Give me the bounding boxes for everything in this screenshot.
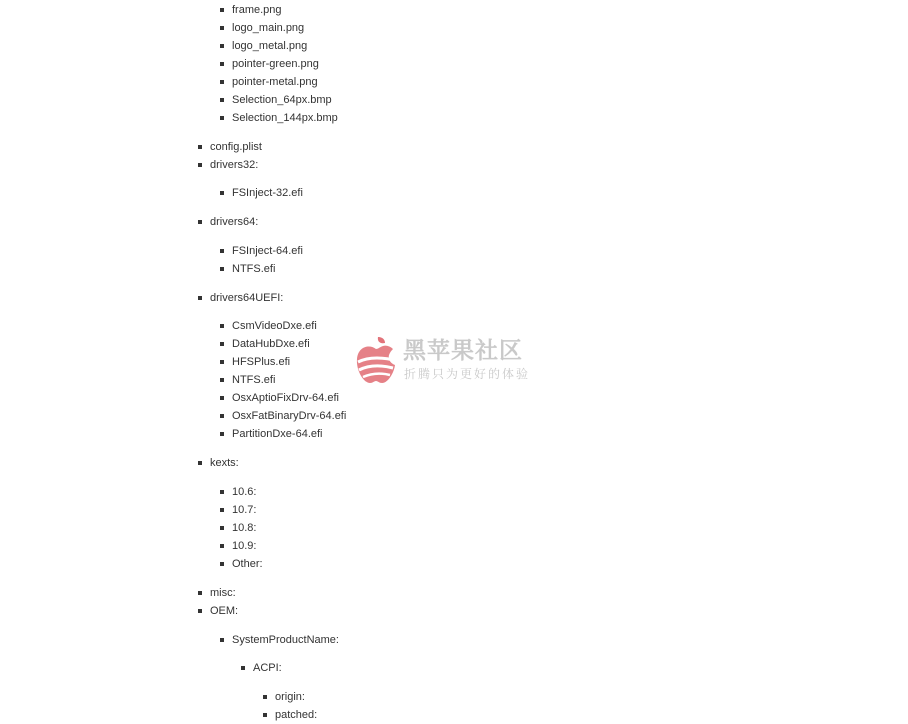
bullet bbox=[220, 342, 224, 346]
bullet bbox=[198, 296, 202, 300]
bullet bbox=[241, 666, 245, 670]
bullet bbox=[220, 80, 224, 84]
bullet bbox=[198, 609, 202, 613]
bullet bbox=[220, 490, 224, 494]
file-name: HFSPlus.efi bbox=[232, 356, 291, 368]
bullet bbox=[220, 62, 224, 66]
folder-name: drivers64UEFI: bbox=[210, 292, 284, 304]
folder-name: Other: bbox=[232, 558, 263, 570]
bullet bbox=[263, 713, 267, 717]
folder-name: 10.6: bbox=[232, 486, 257, 498]
bullet bbox=[220, 544, 224, 548]
folder-name: patched: bbox=[275, 709, 318, 721]
folder-name: 10.7: bbox=[232, 504, 257, 516]
bullet bbox=[220, 414, 224, 418]
file-name: PartitionDxe-64.efi bbox=[232, 428, 323, 440]
apple-logo-icon bbox=[354, 335, 398, 387]
file-name: FSInject-64.efi bbox=[232, 245, 303, 257]
bullet bbox=[263, 695, 267, 699]
bullet bbox=[220, 98, 224, 102]
bullet bbox=[220, 44, 224, 48]
file-name: NTFS.efi bbox=[232, 374, 276, 386]
folder-name: origin: bbox=[275, 691, 305, 703]
file-name: OsxAptioFixDrv-64.efi bbox=[232, 392, 339, 404]
watermark-subtitle: 折腾只为更好的体验 bbox=[404, 367, 531, 381]
folder-name: ACPI: bbox=[253, 662, 282, 674]
bullet bbox=[220, 191, 224, 195]
file-name: logo_metal.png bbox=[232, 40, 308, 52]
bullet bbox=[220, 396, 224, 400]
folder-name: misc: bbox=[210, 587, 236, 599]
watermark-title: 黑苹果社区 bbox=[403, 338, 523, 364]
file-name: frame.png bbox=[232, 4, 282, 16]
bullet bbox=[220, 267, 224, 271]
bullet bbox=[220, 360, 224, 364]
file-name: OsxFatBinaryDrv-64.efi bbox=[232, 410, 347, 422]
folder-name: SystemProductName: bbox=[232, 634, 339, 646]
bullet bbox=[220, 526, 224, 530]
bullet bbox=[220, 638, 224, 642]
folder-name: 10.8: bbox=[232, 522, 257, 534]
bullet bbox=[220, 249, 224, 253]
folder-name: drivers64: bbox=[210, 216, 259, 228]
folder-name: OEM: bbox=[210, 605, 239, 617]
bullet bbox=[198, 145, 202, 149]
bullet bbox=[220, 562, 224, 566]
file-name: DataHubDxe.efi bbox=[232, 338, 310, 350]
bullet bbox=[220, 8, 224, 12]
file-name: FSInject-32.efi bbox=[232, 187, 303, 199]
bullet bbox=[220, 116, 224, 120]
file-name: logo_main.png bbox=[232, 22, 305, 34]
folder-name: drivers32: bbox=[210, 159, 259, 171]
bullet bbox=[198, 461, 202, 465]
bullet bbox=[198, 163, 202, 167]
file-name: CsmVideoDxe.efi bbox=[232, 320, 317, 332]
watermark bbox=[354, 335, 534, 390]
file-name: Selection_144px.bmp bbox=[232, 112, 338, 124]
file-name: NTFS.efi bbox=[232, 263, 276, 275]
folder-name: kexts: bbox=[210, 457, 239, 469]
bullet bbox=[220, 508, 224, 512]
bullet bbox=[198, 220, 202, 224]
file-name: config.plist bbox=[210, 141, 262, 153]
bullet bbox=[220, 432, 224, 436]
file-name: pointer-metal.png bbox=[232, 76, 318, 88]
bullet bbox=[198, 591, 202, 595]
file-name: pointer-green.png bbox=[232, 58, 319, 70]
bullet bbox=[220, 26, 224, 30]
bullet bbox=[220, 324, 224, 328]
file-name: Selection_64px.bmp bbox=[232, 94, 332, 106]
bullet bbox=[220, 378, 224, 382]
folder-name: 10.9: bbox=[232, 540, 257, 552]
